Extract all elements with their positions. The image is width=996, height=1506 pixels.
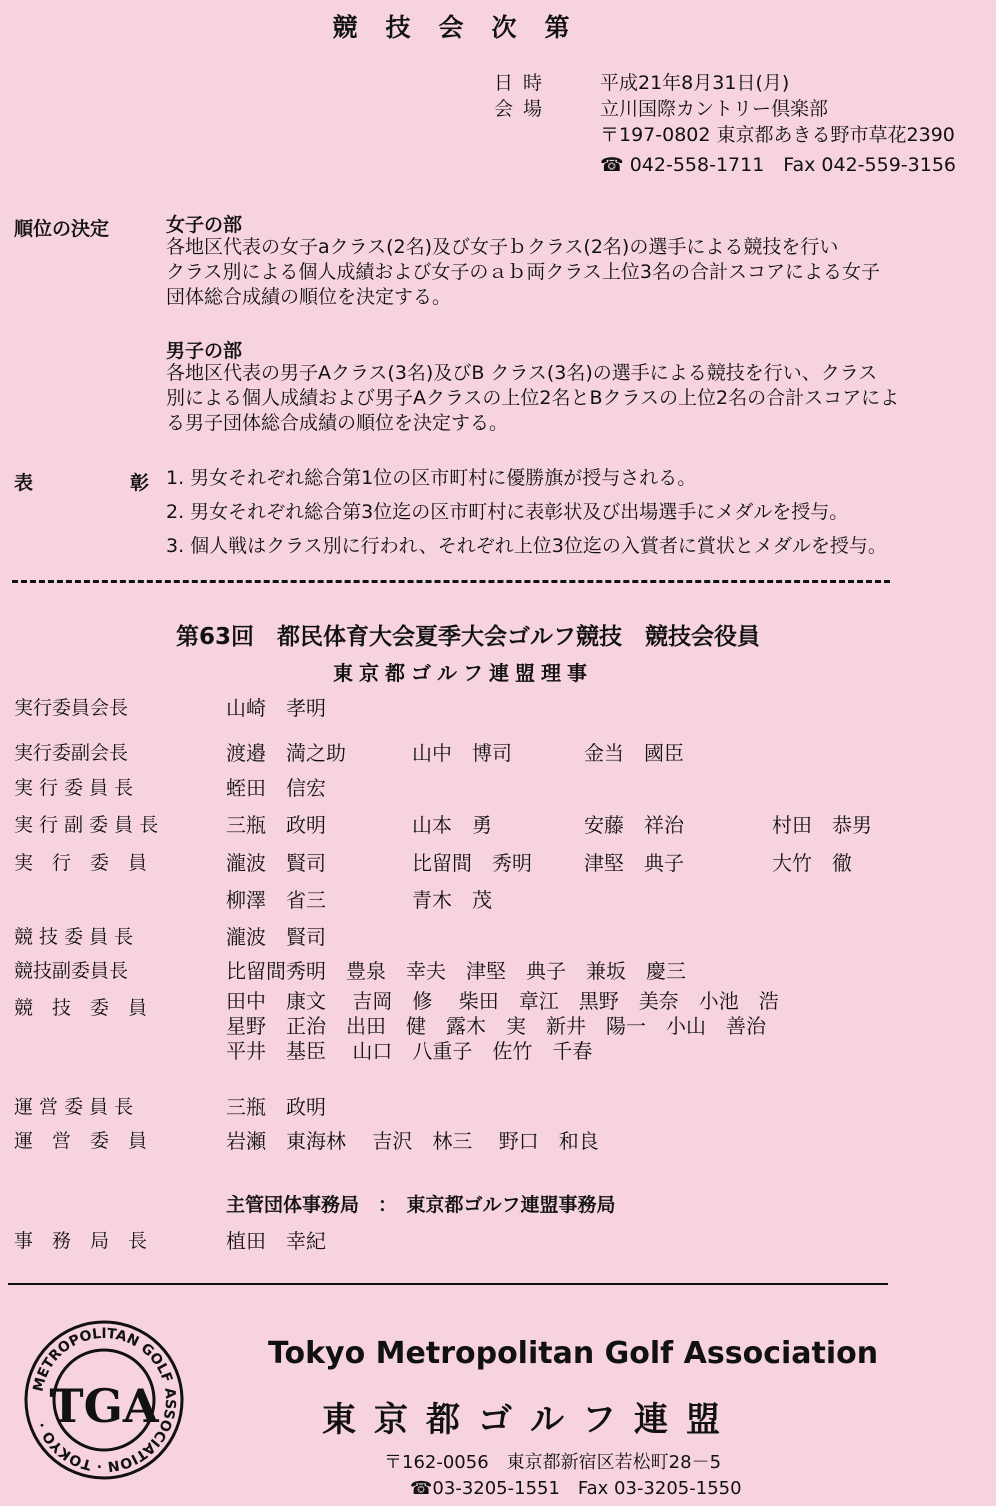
role-label: 実 行 副 委 員 長 <box>14 814 159 836</box>
tga-logo-icon <box>22 1318 186 1482</box>
official-name: 星野 正治 出田 健 露木 実 新井 陽一 小山 善治 <box>226 1014 766 1038</box>
secretary-role: 事 務 局 長 <box>14 1230 148 1252</box>
role-label: 運 営 委 員 <box>14 1130 148 1152</box>
secretariat: 主管団体事務局 ： 東京都ゴルフ連盟事務局 <box>226 1194 616 1216</box>
ranking-label: 順位の決定 <box>14 218 110 240</box>
official-name: 山中 博司 <box>412 741 512 765</box>
official-name: 蛭田 信宏 <box>226 776 326 800</box>
official-name: 比留間秀明 豊泉 幸夫 津堅 典子 兼坂 慶三 <box>226 959 686 983</box>
role-label: 競技副委員長 <box>14 960 129 982</box>
official-name: 瀧波 賢司 <box>226 925 326 949</box>
venue-address: 〒197-0802 東京都あきる野市草花2390 <box>600 124 955 146</box>
official-name: 三瓶 政明 <box>226 813 326 837</box>
awards-label-2: 彰 <box>130 472 150 494</box>
official-name: 金当 國臣 <box>584 741 684 765</box>
role-label: 実 行 委 員 <box>14 852 148 874</box>
official-name: 柳澤 省三 <box>226 888 326 912</box>
org-address: 〒162-0056 東京都新宿区若松町28－5 <box>384 1452 722 1473</box>
org-tel: ☎03-3205-1551 Fax 03-3205-1550 <box>410 1478 742 1499</box>
official-name: 瀧波 賢司 <box>226 851 326 875</box>
official-name: 渡邉 満之助 <box>226 741 346 765</box>
women-heading: 女子の部 <box>166 214 243 236</box>
award-item-1: 1. 男女それぞれ総合第1位の区市町村に優勝旗が授与される。 <box>166 467 697 489</box>
official-name: 安藤 祥治 <box>584 813 684 837</box>
role-label: 実行委員会長 <box>14 697 129 719</box>
logo-ring-text: METROPOLITAN GOLF ASSOCIATION · TOKYO · <box>30 1325 179 1475</box>
men-line-1: 各地区代表の男子Aクラス(3名)及びB クラス(3名)の選手による競技を行い、クラス <box>166 362 878 384</box>
officials-heading: 第63回 都民体育大会夏季大会ゴルフ競技 競技会役員 <box>175 624 760 650</box>
role-label: 運 営 委 員 長 <box>14 1096 134 1118</box>
award-item-3: 3. 個人戦はクラス別に行われ、それぞれ上位3位迄の入賞者に賞状とメダルを授与。 <box>166 535 887 557</box>
official-name: 田中 康文 吉岡 修 柴田 章江 黒野 美奈 小池 浩 <box>226 989 779 1013</box>
org-name-en: Tokyo Metropolitan Golf Association <box>268 1336 879 1371</box>
official-name: 三瓶 政明 <box>226 1095 326 1119</box>
award-item-2: 2. 男女それぞれ総合第3位迄の区市町村に表彰状及び出場選手にメダルを授与。 <box>166 501 849 523</box>
official-name: 村田 恭男 <box>772 813 872 837</box>
women-line-3: 団体総合成績の順位を決定する。 <box>166 286 452 308</box>
official-name: 山崎 孝明 <box>226 696 326 720</box>
official-name: 岩瀬 東海林 吉沢 林三 野口 和良 <box>226 1129 599 1153</box>
footer-divider <box>8 1283 888 1285</box>
page-title: 競技会次第 <box>332 13 598 42</box>
awards-label-1: 表 <box>14 472 34 494</box>
secretary-name: 植田 幸紀 <box>226 1229 326 1253</box>
role-label: 実行委副会長 <box>14 742 129 764</box>
official-name: 青木 茂 <box>412 888 492 912</box>
women-line-2: クラス別による個人成績および女子のａｂ両クラス上位3名の合計スコアによる女子 <box>166 261 880 283</box>
role-label: 競 技 委 員 <box>14 997 148 1019</box>
venue-tel: ☎ 042-558-1711 Fax 042-559-3156 <box>600 154 957 176</box>
official-name: 山本 勇 <box>412 813 492 837</box>
men-line-2: 別による個人成績および男子Aクラスの上位2名とBクラスの上位2名の合計スコアによ <box>166 387 900 409</box>
women-line-1: 各地区代表の女子aクラス(2名)及び女子ｂクラス(2名)の選手による競技を行い <box>166 236 839 258</box>
org-name-jp: 東京都ゴルフ連盟 <box>322 1400 738 1440</box>
date-label: 日時 <box>494 72 553 94</box>
men-heading: 男子の部 <box>166 340 243 362</box>
dashed-divider <box>12 580 890 583</box>
role-label: 実 行 委 員 長 <box>14 777 134 799</box>
men-line-3: る男子団体総合成績の順位を決定する。 <box>166 412 509 434</box>
official-name: 平井 基臣 山口 八重子 佐竹 千春 <box>226 1039 593 1063</box>
venue-label: 会場 <box>494 98 553 120</box>
officials-subheading: 東京都ゴルフ連盟理事 <box>333 661 593 685</box>
official-name: 比留間 秀明 <box>412 851 532 875</box>
venue-value: 立川国際カントリー倶楽部 <box>600 98 829 120</box>
logo-letters: TGA <box>49 1379 159 1433</box>
date-value: 平成21年8月31日(月) <box>600 72 790 94</box>
official-name: 津堅 典子 <box>584 851 684 875</box>
role-label: 競 技 委 員 長 <box>14 926 134 948</box>
official-name: 大竹 徹 <box>772 851 852 875</box>
